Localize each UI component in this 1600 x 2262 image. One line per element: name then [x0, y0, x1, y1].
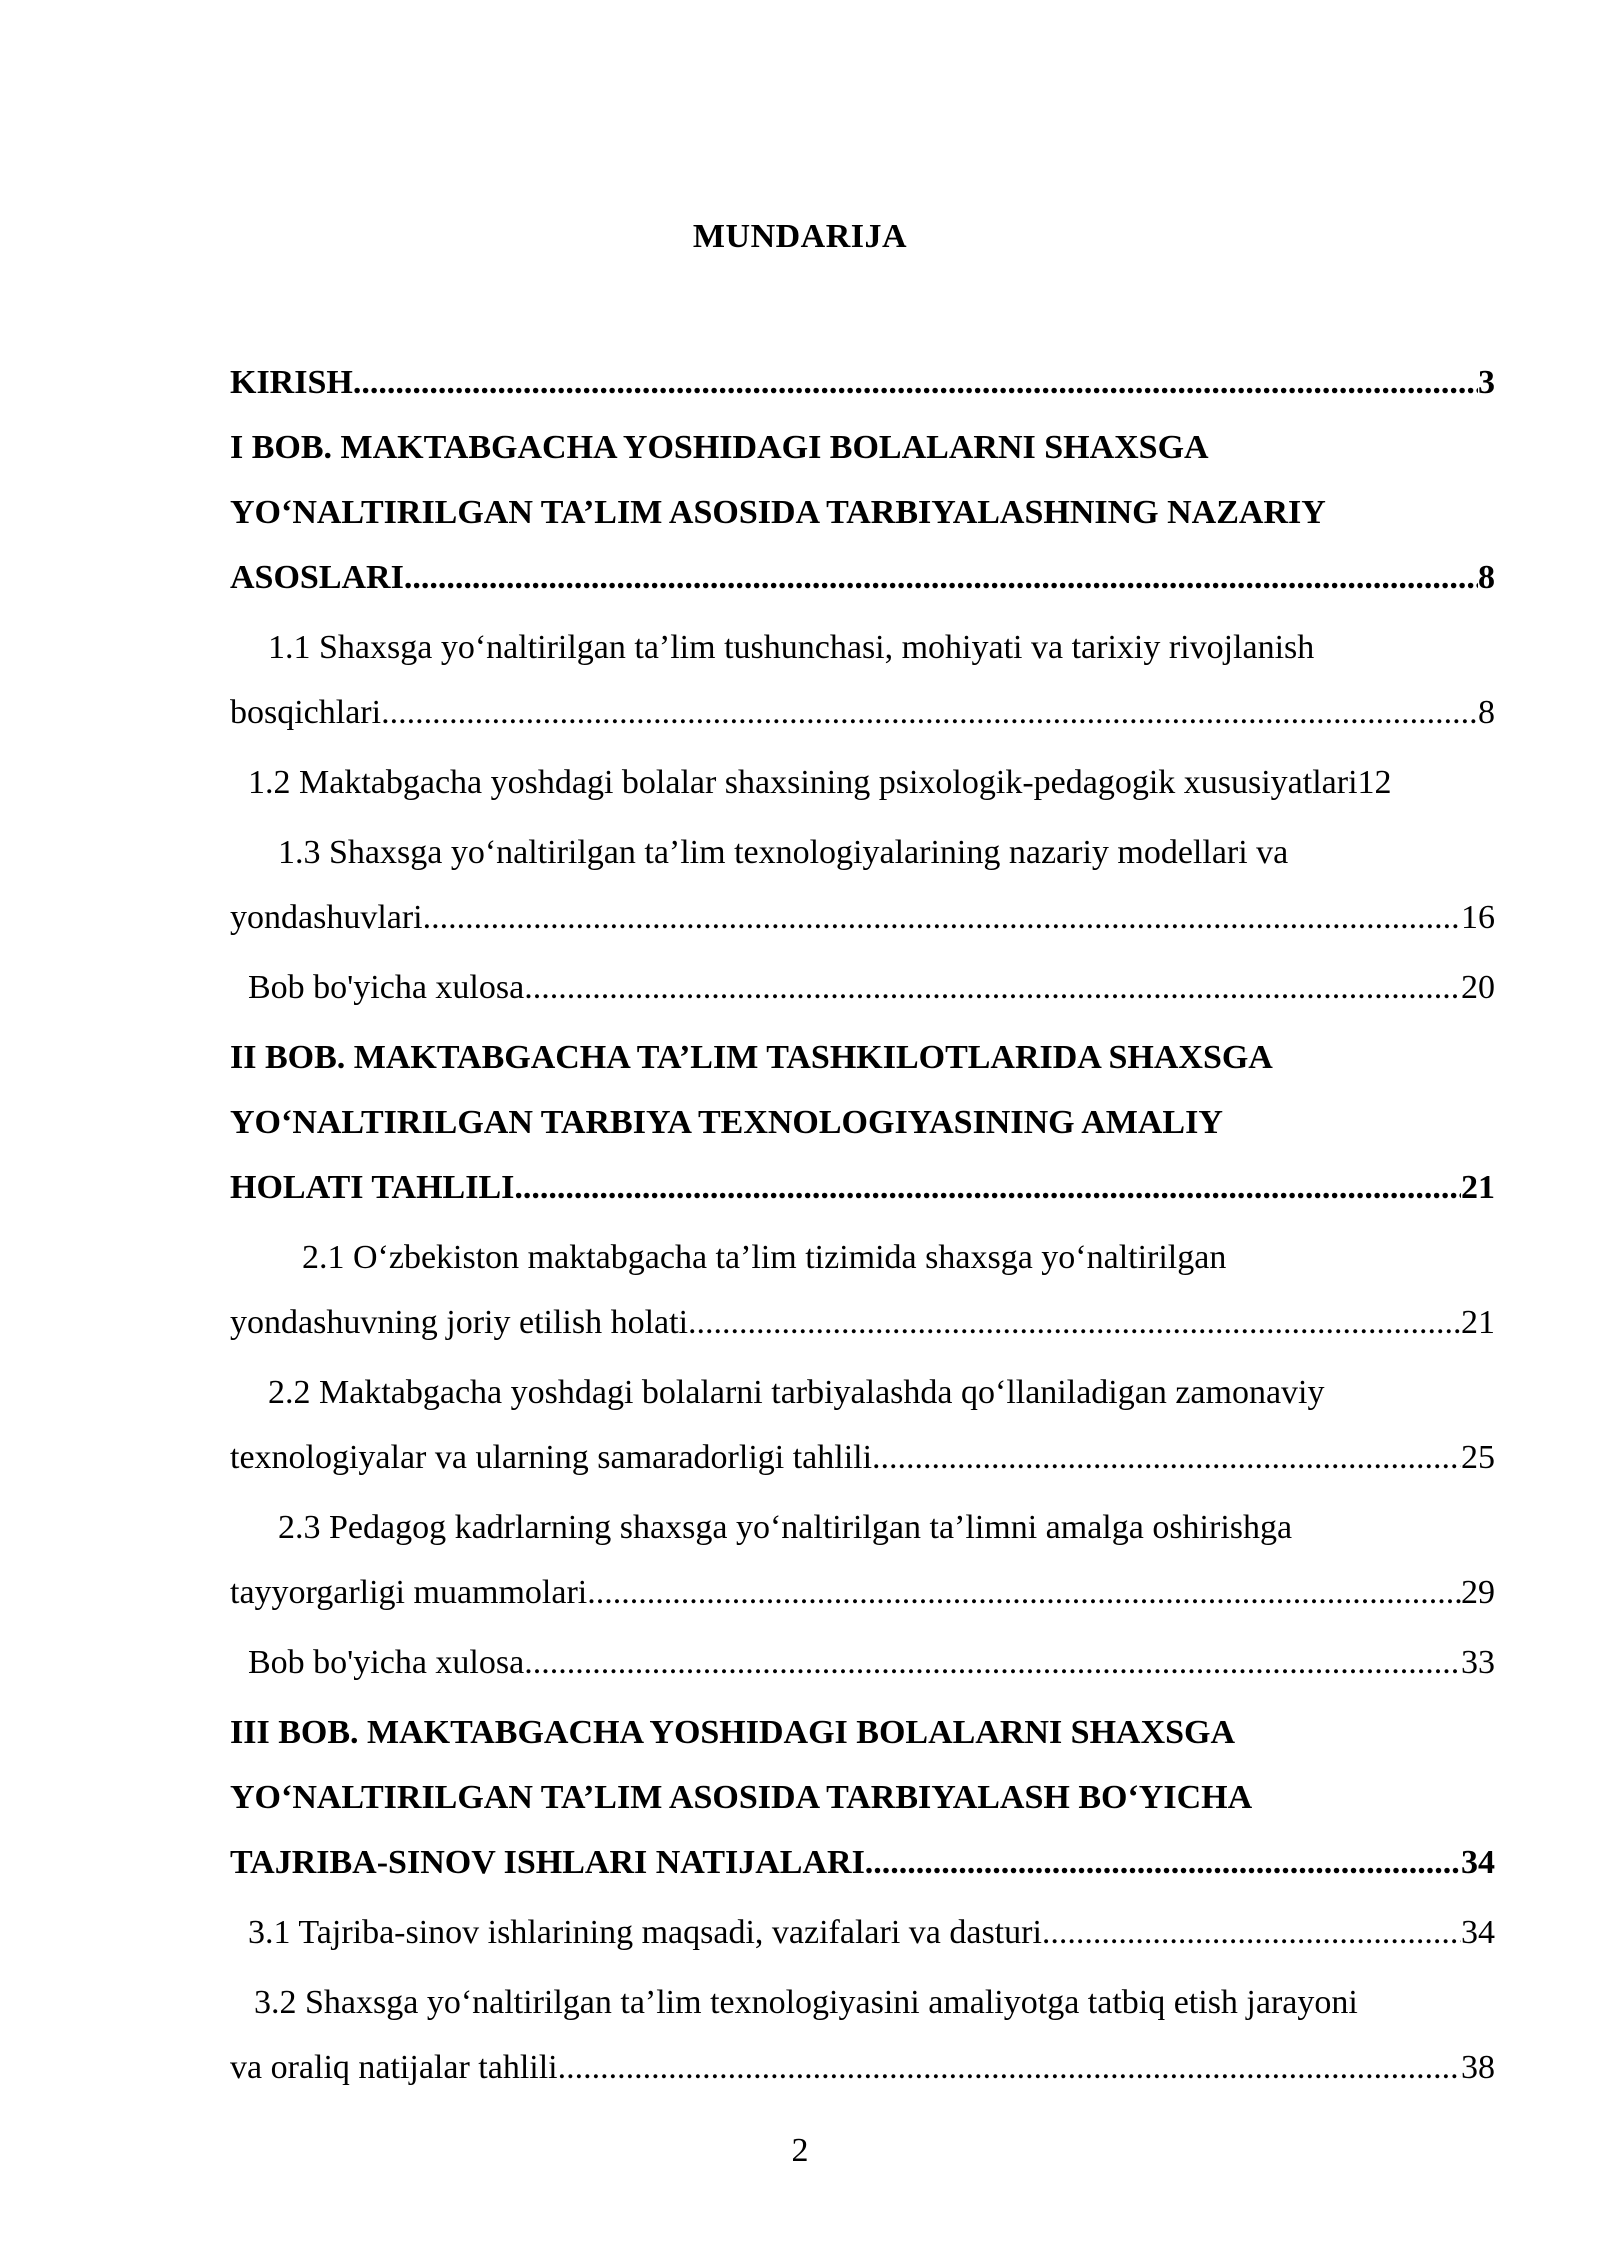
toc-entry-last-line [230, 1290, 1495, 1355]
toc-entry-text: yondashuvning joriy etilish holati [230, 1304, 689, 1341]
toc-entry-line: YO‘NALTIRILGAN TA’LIM ASOSIDA TARBIYALASH BO‘YICHA [230, 1779, 1253, 1816]
toc-entry-text: yondashuvlari [230, 899, 423, 936]
toc-entry-last-line [230, 1155, 1495, 1220]
dot-leader [865, 1830, 1461, 1895]
toc-entry-text: 3.1 Tajriba-sinov ishlarining maqsadi, vazifalari va dasturi [248, 1914, 1042, 1951]
toc-page-number: 3 [1478, 364, 1495, 401]
page-number: 2 [791, 2132, 809, 2169]
toc-entry-text: ASOSLARI [230, 559, 404, 596]
toc-page-number: 25 [1461, 1439, 1495, 1476]
toc-entry-line: II BOB. MAKTABGACHA TA’LIM TASHKILOTLARIDA SHAXSGA [230, 1039, 1273, 1076]
toc-entry-last-line [230, 545, 1495, 610]
toc-entry-text: HOLATI TAHLILI [230, 1169, 515, 1206]
toc-entry-last-line [230, 885, 1495, 950]
toc-entry-section-1-3[interactable] [230, 820, 1495, 950]
toc-entry-line: 1.1 Shaxsga yo‘naltirilgan ta’lim tushunchasi, mohiyati va tarixiy rivojlanish [268, 629, 1315, 666]
toc-page-number: 20 [1461, 969, 1495, 1006]
toc-entry-chapter-1[interactable] [230, 415, 1495, 610]
toc-entry-last-line [230, 2035, 1495, 2100]
toc-entry-line: YO‘NALTIRILGAN TA’LIM ASOSIDA TARBIYALASHNING NAZARIY [230, 494, 1326, 531]
toc-entry-section-3-2[interactable] [230, 1970, 1495, 2100]
toc-entry-text: tayyorgarligi muammolari [230, 1574, 588, 1611]
toc-entry-line: I BOB. MAKTABGACHA YOSHIDAGI BOLALARNI SHAXSGA [230, 429, 1209, 466]
table-of-contents [230, 350, 1495, 2100]
toc-page-number: 8 [1478, 694, 1495, 731]
toc-page-number: 34 [1461, 1914, 1495, 1951]
toc-entry-section-2-2[interactable] [230, 1360, 1495, 1490]
toc-entry-section-1-2[interactable] [230, 750, 1495, 815]
toc-entry-last-line [230, 1830, 1495, 1895]
toc-entry-section-1-1[interactable] [230, 615, 1495, 745]
dot-leader [872, 1425, 1461, 1490]
toc-entry-line: III BOB. MAKTABGACHA YOSHIDAGI BOLALARNI SHAXSGA [230, 1714, 1236, 1751]
page-title: MUNDARIJA [692, 218, 908, 255]
dot-leader [1042, 1900, 1461, 1965]
toc-entry-section-2-1[interactable] [230, 1225, 1495, 1355]
toc-entry-line: 2.3 Pedagog kadrlarning shaxsga yo‘naltirilgan ta’limni amalga oshirishga [278, 1509, 1293, 1546]
dot-leader [404, 545, 1478, 610]
toc-entry-line: 1.3 Shaxsga yo‘naltirilgan ta’lim texnologiyalarining nazariy modellari va [278, 834, 1289, 871]
toc-page-number: 38 [1461, 2049, 1495, 2086]
toc-entry-last-line [230, 1560, 1495, 1625]
toc-entry-text: TAJRIBA-SINOV ISHLARI NATIJALARI [230, 1844, 865, 1881]
toc-entry-text: KIRISH [230, 364, 353, 401]
toc-entry-section-3-1[interactable] [230, 1900, 1495, 1965]
toc-entry-section-2-3[interactable] [230, 1495, 1495, 1625]
toc-entry-chapter-3[interactable] [230, 1700, 1495, 1895]
toc-page-number: 29 [1461, 1574, 1495, 1611]
toc-entry-text: Bob bo'yicha xulosa [248, 969, 525, 1006]
toc-page-number: 8 [1478, 559, 1495, 596]
toc-entry-text: bosqichlari [230, 694, 382, 731]
dot-leader [587, 1560, 1461, 1625]
toc-page-number: 21 [1461, 1304, 1495, 1341]
dot-leader [423, 885, 1461, 950]
toc-entry-text: texnologiyalar va ularning samaradorligi tahlili [230, 1439, 873, 1476]
dot-leader [558, 2035, 1461, 2100]
toc-entry-text: Bob bo'yicha xulosa [248, 1644, 525, 1681]
toc-page-number: 12 [1357, 764, 1392, 801]
toc-entry-last-line [230, 1425, 1495, 1490]
toc-page-number: 16 [1461, 899, 1495, 936]
toc-page-number: 33 [1461, 1644, 1495, 1681]
toc-page-number: 21 [1461, 1169, 1495, 1206]
dot-leader [353, 350, 1478, 415]
toc-entry-kirish[interactable] [230, 350, 1495, 415]
toc-entry-line: YO‘NALTIRILGAN TARBIYA TEXNOLOGIYASINING AMALIY [230, 1104, 1223, 1141]
dot-leader [514, 1155, 1461, 1220]
dot-leader [381, 680, 1478, 745]
toc-entry-line: 3.2 Shaxsga yo‘naltirilgan ta’lim texnologiyasini amaliyotga tatbiq etish jarayoni [254, 1984, 1358, 2021]
dot-leader [524, 1630, 1461, 1695]
dot-leader [688, 1290, 1461, 1355]
toc-entry-text: 1.2 Maktabgacha yoshdagi bolalar shaxsining psixologik-pedagogik xususiyatlari [248, 764, 1358, 801]
toc-entry-summary-2[interactable] [230, 1630, 1495, 1695]
toc-entry-summary-1[interactable] [230, 955, 1495, 1020]
toc-entry-line: 2.2 Maktabgacha yoshdagi bolalarni tarbiyalashda qo‘llaniladigan zamonaviy [268, 1374, 1325, 1411]
toc-entry-chapter-2[interactable] [230, 1025, 1495, 1220]
toc-entry-last-line [230, 680, 1495, 745]
toc-entry-line: 2.1 O‘zbekiston maktabgacha ta’lim tizimida shaxsga yo‘naltirilgan [302, 1239, 1227, 1276]
dot-leader [524, 955, 1461, 1020]
toc-entry-text: va oraliq natijalar tahlili [230, 2049, 558, 2086]
toc-page-number: 34 [1461, 1844, 1495, 1881]
